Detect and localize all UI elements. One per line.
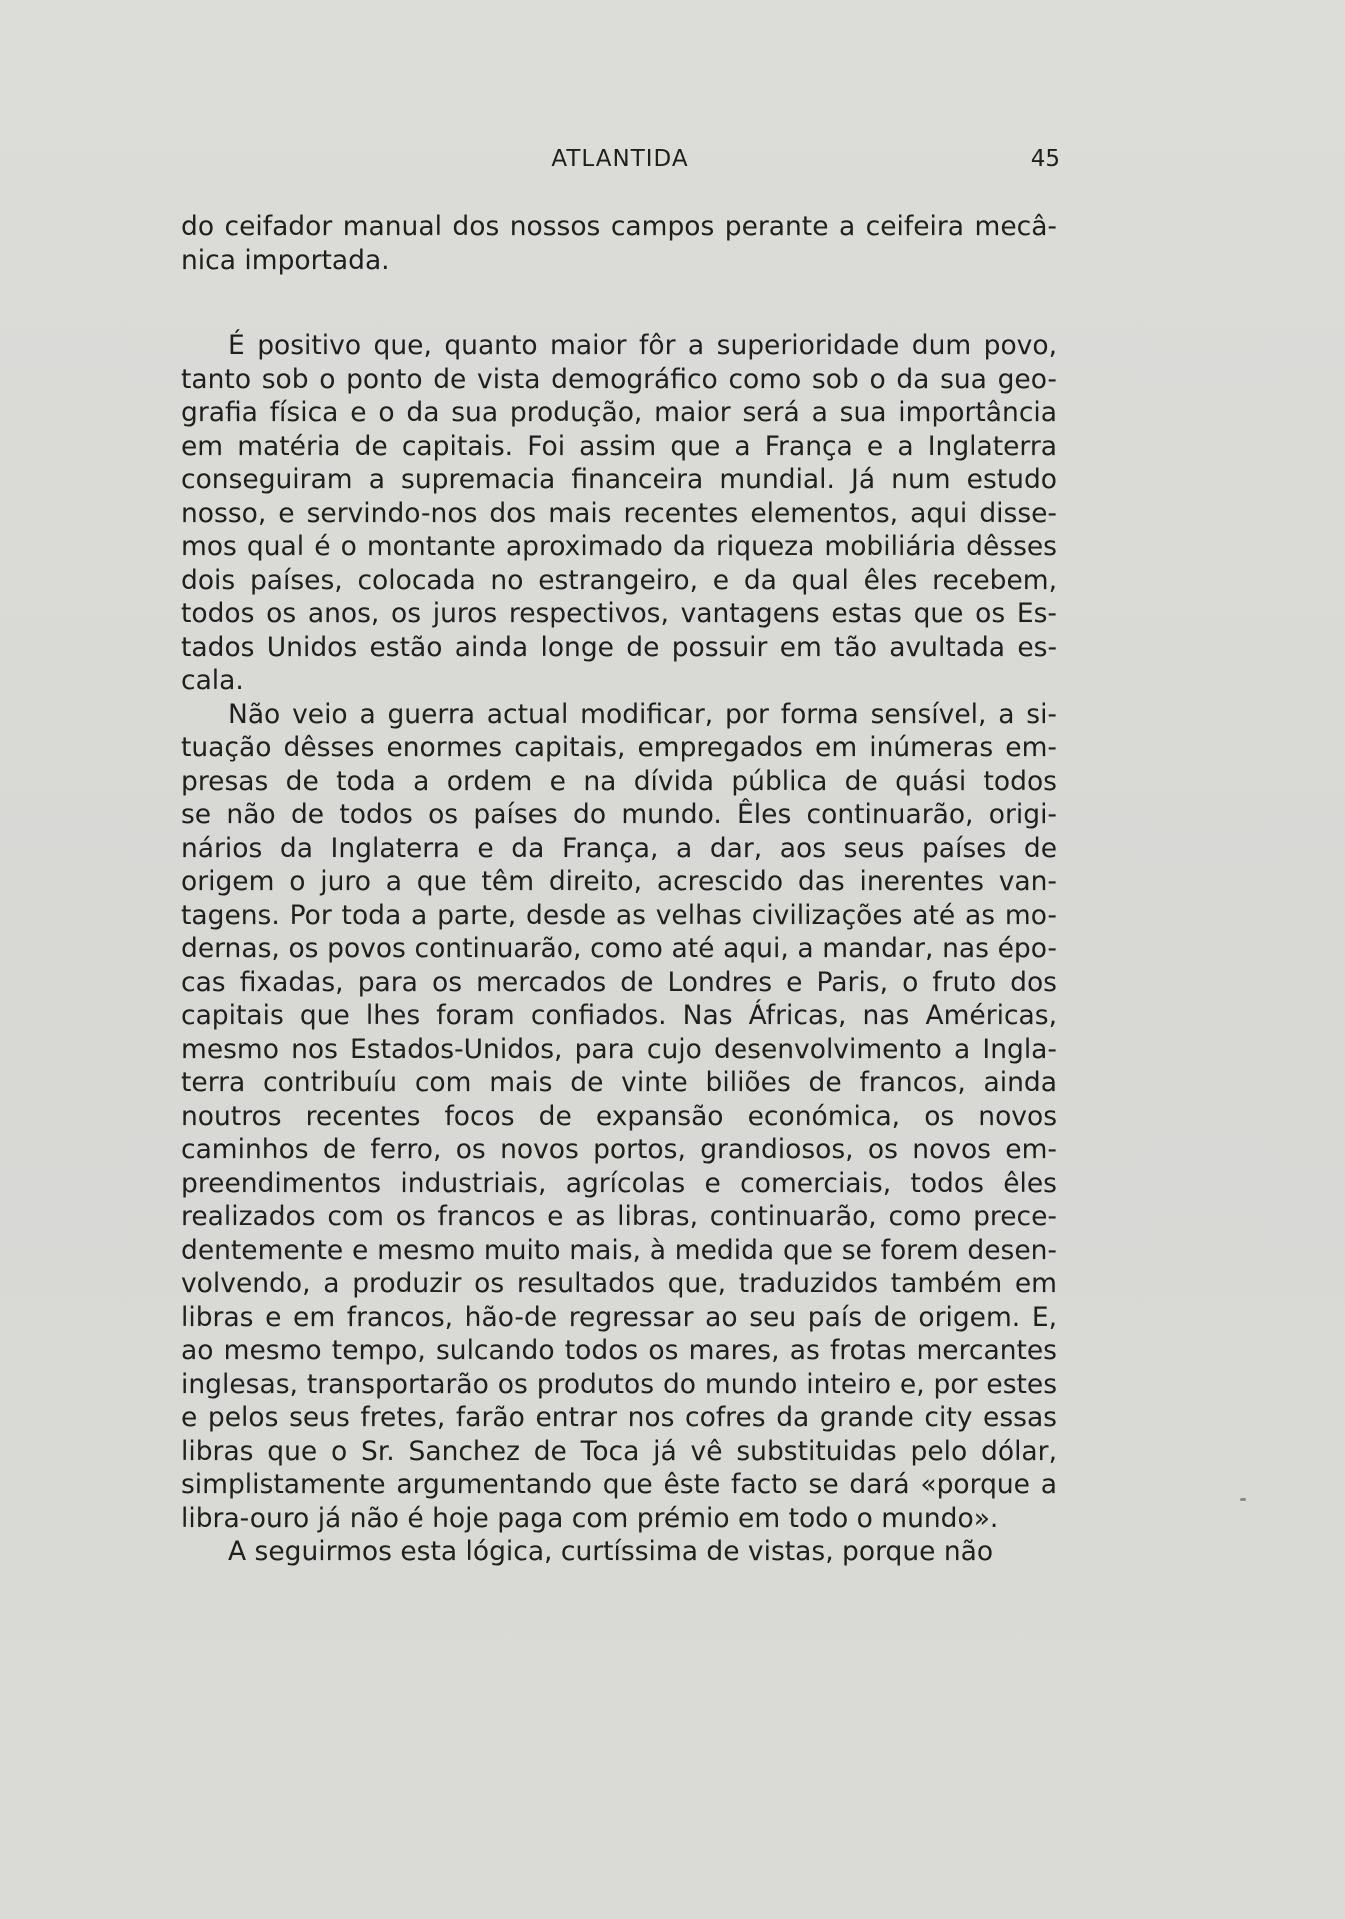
text-line: tanto sob o ponto de vista demográfico como sob o da sua geo- (181, 363, 1057, 395)
text-line: inglesas, transportarão os produtos do mundo inteiro e, por estes (181, 1368, 1057, 1400)
text-line: todos os anos, os juros respectivos, vantagens estas que os Es- (181, 598, 1057, 629)
paragraph (181, 698, 1057, 1536)
text-line: grafia física e o da sua produção, maior será a sua importância (181, 397, 1057, 428)
text-line: presas de toda a ordem e na dívida pública de quási todos (181, 765, 1057, 797)
text-line: conseguiram a supremacia financeira mundial. Já num estudo (181, 464, 1057, 495)
text-line: libra-ouro já não é hoje paga com prémio em todo o mundo». (181, 1502, 999, 1534)
text-line: caminhos de ferro, os novos portos, grandiosos, os novos em- (181, 1134, 1057, 1165)
text-line: Não veio a guerra actual modificar, por forma sensível, a si- (228, 698, 1057, 730)
text-line: nica importada. (181, 244, 390, 276)
paragraph-gap (181, 277, 1057, 329)
text-line: noutros recentes focos de expansão económica, os novos (181, 1100, 1057, 1132)
text-line: É positivo que, quanto maior fôr a superioridade dum povo, (228, 330, 1057, 361)
text-line: libras que o Sr. Sanchez de Toca já vê substituidas pelo dólar, (181, 1435, 1057, 1467)
page-number: 45 (1030, 146, 1060, 172)
text-line: nários da Inglaterra e da França, a dar, aos seus países de (181, 832, 1057, 864)
text-line: dois países, colocada no estrangeiro, e da qual êles recebem, (181, 564, 1057, 596)
body-text (181, 210, 1057, 1569)
text-line: A seguirmos esta lógica, curtíssima de vistas, porque não (228, 1536, 994, 1567)
text-line: mos qual é o montante aproximado da riqueza mobiliária dêsses (181, 531, 1057, 562)
text-line: nosso, e servindo-nos dos mais recentes elementos, aqui disse- (181, 497, 1057, 529)
text-line: mesmo nos Estados-Unidos, para cujo desenvolvimento a Ingla- (181, 1033, 1057, 1065)
text-line: tados Unidos estão ainda longe de possuir em tão avultada es- (181, 631, 1057, 663)
speck-mark (1240, 1498, 1246, 1501)
text-line: cala. (181, 665, 244, 696)
text-line: ao mesmo tempo, sulcando todos os mares, as frotas mercantes (181, 1335, 1057, 1366)
paragraph (181, 1535, 1057, 1569)
text-line: do ceifador manual dos nossos campos perante a ceifeira mecâ- (181, 211, 1057, 242)
text-line: em matéria de capitais. Foi assim que a França e a Inglaterra (181, 430, 1057, 462)
paragraph (181, 210, 1057, 277)
text-line: origem o juro a que têm direito, acrescido das inerentes van- (181, 866, 1057, 897)
text-line: dernas, os povos continuarão, como até aqui, a mandar, nas épo- (181, 933, 1057, 964)
text-line: libras e em francos, hão-de regressar ao seu país de origem. E, (181, 1301, 1057, 1333)
page-header (180, 146, 1060, 180)
text-line: realizados com os francos e as libras, continuarão, como prece- (181, 1201, 1057, 1232)
text-line: terra contribuíu com mais de vinte biliões de francos, ainda (181, 1067, 1057, 1098)
text-line: simplistamente argumentando que êste facto se dará «porque a (181, 1469, 1057, 1500)
text-line: volvendo, a produzir os resultados que, traduzidos também em (181, 1268, 1057, 1299)
text-line: e pelos seus fretes, farão entrar nos cofres da grande city essas (181, 1402, 1057, 1433)
text-line: capitais que lhes foram confiados. Nas Áfricas, nas Américas, (181, 1000, 1057, 1031)
text-line: preendimentos industriais, agrícolas e comerciais, todos êles (181, 1167, 1057, 1199)
paragraph (181, 329, 1057, 698)
running-head: ATLANTIDA (551, 146, 689, 172)
text-line: cas fixadas, para os mercados de Londres e Paris, o fruto dos (181, 966, 1057, 998)
text-line: tagens. Por toda a parte, desde as velhas civilizações até as mo- (181, 899, 1057, 931)
text-line: se não de todos os países do mundo. Êles continuarão, origi- (181, 799, 1057, 830)
text-line: tuação dêsses enormes capitais, empregados em inúmeras em- (181, 732, 1057, 763)
text-line: dentemente e mesmo muito mais, à medida que se forem desen- (181, 1234, 1057, 1266)
